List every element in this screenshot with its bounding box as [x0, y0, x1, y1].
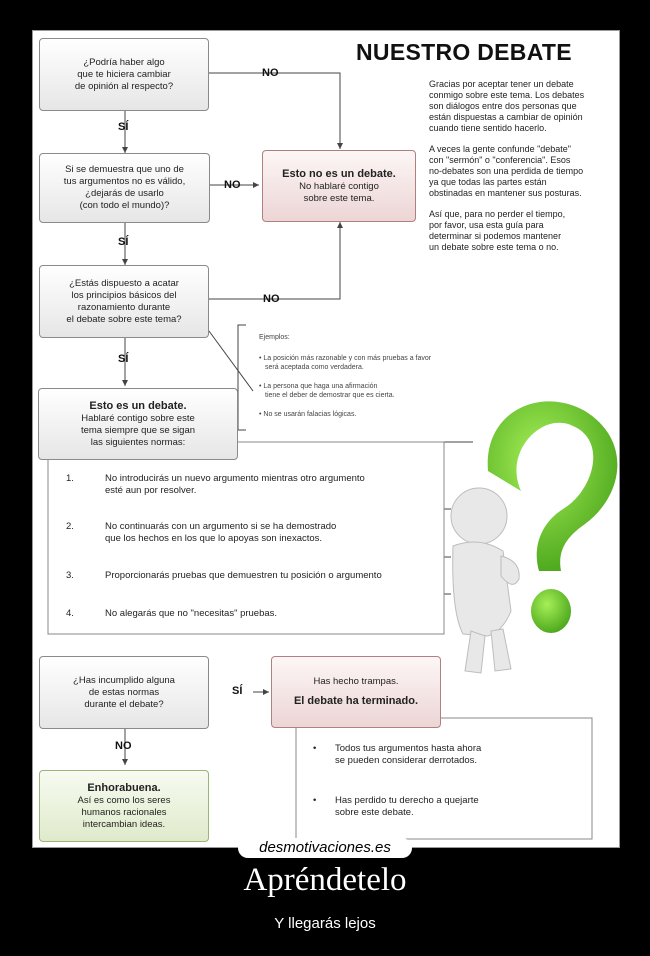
no-label: NO [115, 740, 132, 752]
consequence-text: Has perdido tu derecho a quejarte sobre este debate. [335, 795, 479, 818]
congrats-box: Enhorabuena. Así es como los seres humanos racionales intercambian ideas. [39, 770, 209, 842]
rule-item: 3. [66, 570, 74, 581]
no-label: NO [263, 293, 280, 305]
rule-item: 1. [66, 473, 74, 484]
yes-label: SÍ [232, 685, 243, 697]
rule-item: 2. [66, 521, 74, 532]
caption-subtitle: Y llegarás lejos [274, 915, 376, 932]
consequence-item: • [313, 743, 317, 754]
page-title: NUESTRO DEBATE [356, 39, 572, 65]
not-debate-box: Esto no es un debate. No hablaré contigo sobre este tema. [262, 150, 416, 222]
rule-text: No alegarás que no "necesitas" pruebas. [105, 608, 278, 619]
debate-over-box: Has hecho trampas. El debate ha terminado. [271, 656, 441, 728]
thinking-figure-icon [451, 488, 519, 673]
examples-list: Ejemplos: • La posición más razonable y con más pruebas a favor será aceptada como verdadera. • La persona que haga una afirmación tiene el deber de demostrar que es cierta. • No se usarán falacias lógicas. [259, 334, 432, 418]
watermark-logo[interactable]: desmotivaciones.es [238, 838, 412, 858]
yes-label: SÍ [118, 121, 129, 133]
rule-item: 4. [66, 608, 74, 619]
caption-title: Apréndetelo [243, 862, 407, 898]
rule-text: No continuarás con un argumento si se ha demostrado que los hechos en los que lo apoyas son inexactos. [105, 521, 337, 544]
no-label: NO [262, 67, 279, 79]
rule-text: No introducirás un nuevo argumento mientras otro argumento esté aun por resolver. [105, 473, 365, 496]
consequences-panel [296, 718, 592, 839]
rule-text: Proporcionarás pruebas que demuestren tu posición o argumento [105, 570, 382, 581]
consequence-item: • [313, 795, 317, 806]
yes-label: SÍ [118, 353, 129, 365]
no-label: NO [224, 179, 241, 191]
question-invalid-argument: Si se demuestra que uno de tus argumentos no es válido, ¿dejarás de usarlo (con todo el mundo)? [39, 153, 210, 223]
intro-text: Gracias por aceptar tener un debate conmigo sobre este tema. Los debates son diálogos entre dos personas que están dispuestas a cambiar de opinión cuando tiene sentido hacerlo. A veces la gente confunde "debate" con "sermón" o "conferencia". Esos no-debates son una perdida de tiempo ya que todas las partes están obstinadas en mantener sus posturas. Así que, para no perder el tiempo, por favor, usa esta guía para determinar si podemos mantener un debate sobre este tema o no. [429, 79, 585, 252]
consequence-text: Todos tus argumentos hasta ahora se pueden considerar derrotados. [335, 743, 482, 766]
question-broke-rules: ¿Has incumplido alguna de estas normas durante el debate? [39, 656, 209, 729]
poster [32, 30, 620, 848]
question-logic-principles: ¿Estás dispuesto a acatar los principios básicos del razonamiento durante el debate sobre este tema? [39, 265, 209, 338]
is-debate-box: Esto es un debate. Hablaré contigo sobre este tema siempre que se sigan las siguientes normas: [38, 388, 238, 460]
yes-label: SÍ [118, 236, 129, 248]
question-change-opinion: ¿Podría haber algo que te hiciera cambiar de opinión al respecto? [39, 38, 209, 111]
